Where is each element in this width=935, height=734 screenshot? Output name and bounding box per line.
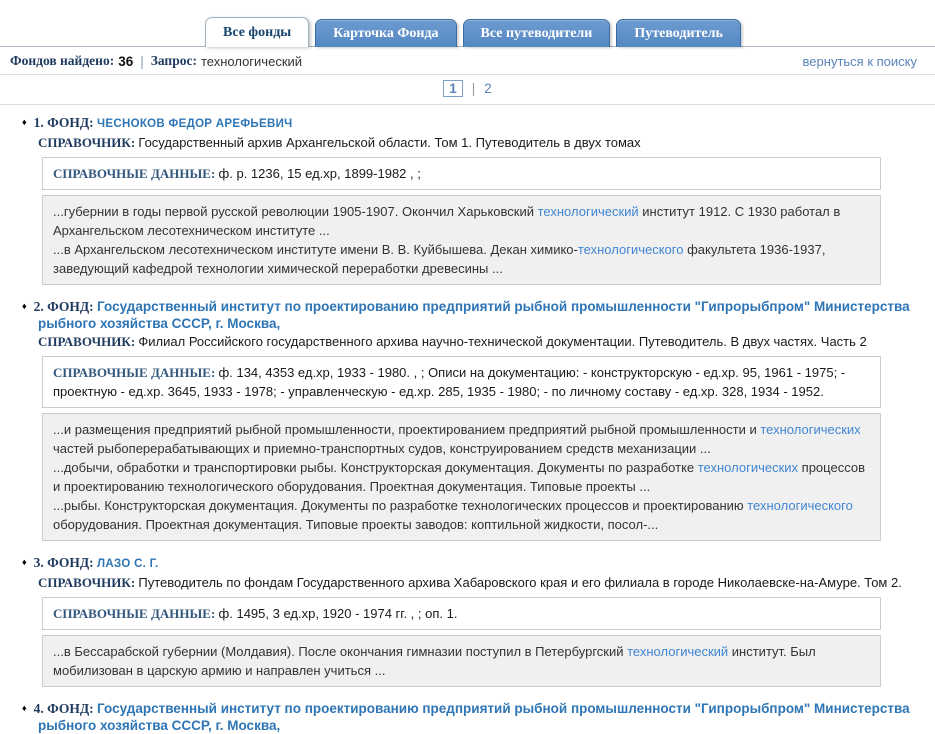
page-link-1[interactable]: 1	[443, 80, 463, 97]
excerpt-text: ...добычи, обработки и транспортировки рыбы. Конструкторская документация. Документы по разработке	[53, 460, 698, 475]
tab-all-funds[interactable]: Все фонды	[205, 17, 309, 47]
fund-label: 4. ФОНД:	[33, 701, 98, 716]
highlighted-term: технологического	[747, 498, 853, 513]
excerpt-paragraph	[53, 496, 870, 534]
excerpt-paragraph	[53, 240, 870, 278]
excerpt-text: ...рыбы. Конструкторская документация. Документы по разработке технологических процессов и проектированию	[53, 498, 748, 513]
result-item	[0, 700, 935, 734]
excerpt-text: частей рыбоперерабатывающих и приемно-транспортных судов, конструированием средств механизации ...	[53, 441, 711, 456]
highlighted-term: технологического	[577, 242, 684, 257]
tab-fund-card[interactable]: Карточка Фонда	[315, 19, 456, 47]
ref-data-text: ф. р. 1236, 15 ед.хр, 1899-1982 , ;	[218, 166, 421, 181]
excerpt-text: институт 1912. С 1930 работал в Архангельском лесотехническом институте ...	[53, 204, 841, 238]
fund-label: 1. ФОНД:	[33, 115, 98, 130]
result-item	[0, 114, 935, 285]
back-to-search-link[interactable]: вернуться к поиску	[802, 53, 917, 69]
result-title	[0, 114, 935, 133]
excerpt-paragraph	[53, 458, 870, 496]
result-item	[0, 554, 935, 687]
reference-label: СПРАВОЧНИК:	[38, 575, 139, 590]
fund-label: 3. ФОНД:	[33, 555, 98, 570]
ref-data-text: ф. 1495, 3 ед.хр, 1920 - 1974 гг. , ; оп. 1.	[218, 606, 458, 621]
reference-line	[0, 334, 935, 350]
highlighted-term: технологический	[537, 204, 639, 219]
result-item	[0, 298, 935, 541]
excerpt-text: институт. Был мобилизован в царскую армию и направлен учиться ...	[53, 644, 816, 678]
results-header	[0, 47, 935, 74]
pagination	[0, 75, 935, 104]
fund-name-link[interactable]: Государственный институт по проектированию предприятий рыбной промышленности "Гипрорыбпром" Министерства рыбного хозяйства СССР, г. Москва,	[38, 701, 910, 733]
fund-name-link[interactable]: ЧЕСНОКОВ ФЕДОР АРЕФЬЕВИЧ	[97, 118, 293, 130]
ref-data-label: СПРАВОЧНЫЕ ДАННЫЕ:	[53, 606, 219, 621]
ref-data-box	[42, 597, 881, 630]
excerpt-box	[42, 413, 881, 541]
result-title	[0, 554, 935, 573]
reference-label: СПРАВОЧНИК:	[38, 135, 139, 150]
found-label: Фондов найдено:	[10, 53, 115, 68]
page-separator: |	[471, 81, 476, 96]
header-separator: |	[140, 53, 144, 69]
page-link-2[interactable]: 2	[484, 81, 492, 96]
reference-text: Путеводитель по фондам Государственного архива Хабаровского края и его филиала в городе Николаевске-на-Амуре. Том 2.	[138, 575, 902, 590]
fund-name-link[interactable]: Государственный институт по проектированию предприятий рыбной промышленности "Гипрорыбпром" Министерства рыбного хозяйства СССР, г. Москва,	[38, 299, 910, 331]
excerpt-paragraph	[53, 642, 870, 680]
bullet-icon: ♦	[22, 117, 27, 127]
tab-all-guides[interactable]: Все путеводители	[463, 19, 611, 47]
excerpt-text: факультета 1936-1937, заведующий кафедрой технологии химической переработки древесины ...	[53, 242, 826, 276]
found-count: 36	[118, 53, 134, 69]
fund-label: 2. ФОНД:	[33, 299, 98, 314]
excerpt-text: ...и размещения предприятий рыбной промышленности, проектированием предприятий рыбной промышленности и	[53, 422, 761, 437]
excerpt-text: процессов и проектированию технологического оборудования. Проектная документация. Типовые проекты ...	[53, 460, 865, 494]
query-value: технологический	[200, 53, 303, 69]
results-list	[0, 105, 935, 734]
reference-text: Филиал Российского государственного архива научно-технической документации. Путеводитель. В двух частях. Часть 2	[138, 334, 867, 349]
excerpt-box	[42, 635, 881, 687]
tab-guide[interactable]: Путеводитель	[616, 19, 741, 47]
highlighted-term: технологических	[760, 422, 861, 437]
highlighted-term: технологический	[627, 644, 729, 659]
excerpt-text: ...в Бессарабской губернии (Молдавия). После окончания гимназии поступил в Петербургский	[53, 644, 628, 659]
ref-data-label: СПРАВОЧНЫЕ ДАННЫЕ:	[53, 166, 219, 181]
excerpt-text: оборудования. Проектная документация. Типовые проекты заводов: коптильной жидкости, посол-...	[53, 517, 659, 532]
reference-line	[0, 575, 935, 591]
excerpt-paragraph	[53, 420, 870, 458]
reference-line	[0, 135, 935, 151]
ref-data-box	[42, 356, 881, 408]
excerpt-box	[42, 195, 881, 285]
excerpt-paragraph	[53, 202, 870, 240]
bullet-icon: ♦	[22, 703, 27, 713]
ref-data-label: СПРАВОЧНЫЕ ДАННЫЕ:	[53, 365, 219, 380]
tab-bar	[0, 0, 935, 47]
excerpt-text: ...в Архангельском лесотехническом институте имени В. В. Куйбышева. Декан химико-	[53, 242, 578, 257]
ref-data-text: ф. 134, 4353 ед.хр, 1933 - 1980. , ; Описи на документацию: - конструкторскую - ед.хр. 95, 1961 - 1975; - проектную - ед.хр. 3645, 1933 - 1978; - управленческую - ед.хр. 285, 1935 - 1980; - по личному составу - ед.хр. 328, 1934 - 1952.	[53, 365, 846, 399]
reference-text: Государственный архив Архангельской области. Том 1. Путеводитель в двух томах	[138, 135, 641, 150]
ref-data-box	[42, 157, 881, 190]
fund-name-link[interactable]: ЛАЗО С. Г.	[97, 558, 159, 570]
result-title	[0, 298, 935, 332]
reference-label: СПРАВОЧНИК:	[38, 334, 139, 349]
query-label: Запрос:	[150, 53, 197, 68]
bullet-icon: ♦	[22, 301, 27, 311]
tabs	[205, 17, 741, 47]
excerpt-text: ...губернии в годы первой русской революции 1905-1907. Окончил Харьковский	[53, 204, 538, 219]
result-title	[0, 700, 935, 734]
bullet-icon: ♦	[22, 557, 27, 567]
highlighted-term: технологических	[697, 460, 799, 475]
